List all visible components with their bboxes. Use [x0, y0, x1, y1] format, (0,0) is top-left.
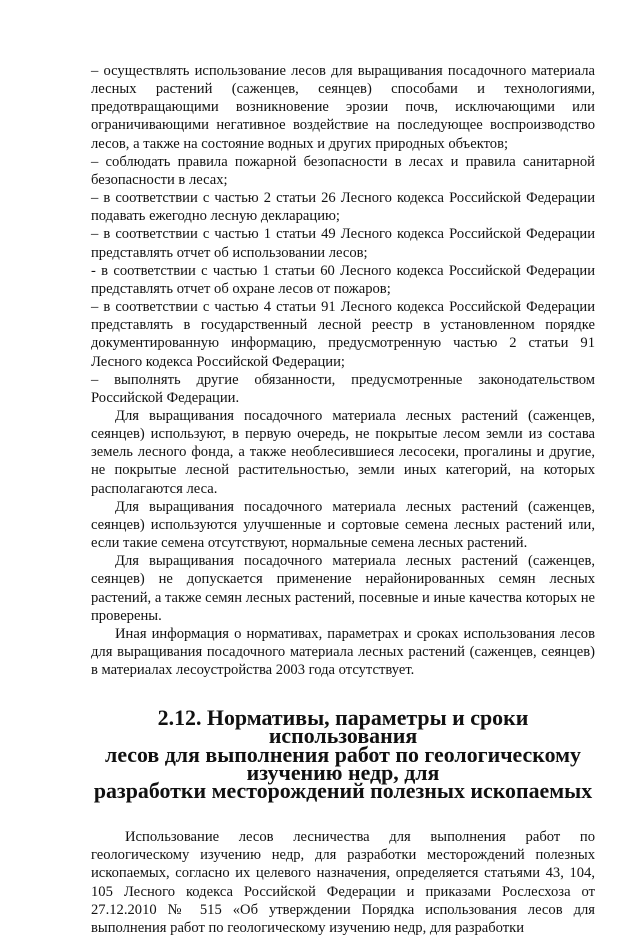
list-item: - в соответствии с частью 1 статьи 60 Лесного кодекса Российской Федерации представлять отчет об охране лесов от пожаров; [91, 262, 595, 297]
list-item: – соблюдать правила пожарной безопасности в лесах и правила санитарной безопасности в лесах; [91, 153, 595, 188]
paragraph-seed-restrictions: Для выращивания посадочного материала лесных растений (саженцев, сеянцев) не допускается применение нерайонированных семян лесных растений, а также семян лесных растений, посевные и иные качества которых не проверены. [91, 553, 595, 624]
list-item: – выполнять другие обязанности, предусмотренные законодательством Российской Федерации. [91, 371, 595, 406]
section-heading-line: 2.12. Нормативы, параметры и сроки использования [157, 705, 529, 749]
list-item: – в соответствии с частью 2 статьи 26 Лесного кодекса Российской Федерации подавать ежегодно лесную декларацию; [91, 190, 595, 225]
obligations-list [91, 62, 595, 407]
document-page [91, 62, 595, 937]
paragraph-seeds: Для выращивания посадочного материала лесных растений (саженцев, сеянцев) используются улучшенные и сортовые семена лесных растений или, если такие семена отсутствуют, нормальные семена лесных растений. [91, 498, 595, 552]
paragraph-other-info: Иная информация о нормативах, параметрах и сроках использования лесов для выращивания посадочного материала лесных растений (саженцев, сеянцев) в материалах лесоустройства 2003 года отсутствует. [91, 625, 595, 679]
list-item: – в соответствии с частью 4 статьи 91 Лесного кодекса Российской Федерации представлять в государственный лесной реестр в установленном порядке документированную информацию, предусмотренную частью 2 статьи 91 Лесного кодекса Российской Федерации; [91, 299, 595, 370]
section-body: Использование лесов лесничества для выполнения работ по геологическому изучению недр, для разработки месторождений полезных ископаемых, согласно их целевого назначения, определяется статьями 43, 104, 105 Лесного кодекса Российской Федерации и приказами Рослесхоза от 27.12.2010 № 515 «Об утверждении Порядка использования лесов для выполнения работ по геологическому изучению недр, для разработки [91, 829, 595, 936]
section-heading [91, 705, 595, 803]
section-heading-line: лесов для выполнения работ по геологическому изучению недр, для [105, 741, 581, 785]
list-item: – в соответствии с частью 1 статьи 49 Лесного кодекса Российской Федерации представлять отчет об использовании лесов; [91, 226, 595, 261]
section-heading-line: разработки месторождений полезных ископаемых [93, 777, 593, 803]
list-item: – осуществлять использование лесов для выращивания посадочного материала лесных растений (саженцев, сеянцев) способами и технологиями, предотвращающими возникновение эрозии почв, исключающими или ограничивающими негативное воздействие на последующее воспроизводство лесов, а также на состояние водных и других природных объектов; [91, 63, 595, 152]
paragraph-land-use: Для выращивания посадочного материала лесных растений (саженцев, сеянцев) используют, в первую очередь, не покрытые лесом земли из состава земель лесного фонда, а также необлесившиеся лесосеки, прогалины и другие, не покрытые лесной растительностью, земли иных категорий, на которых располагаются леса. [91, 407, 595, 497]
